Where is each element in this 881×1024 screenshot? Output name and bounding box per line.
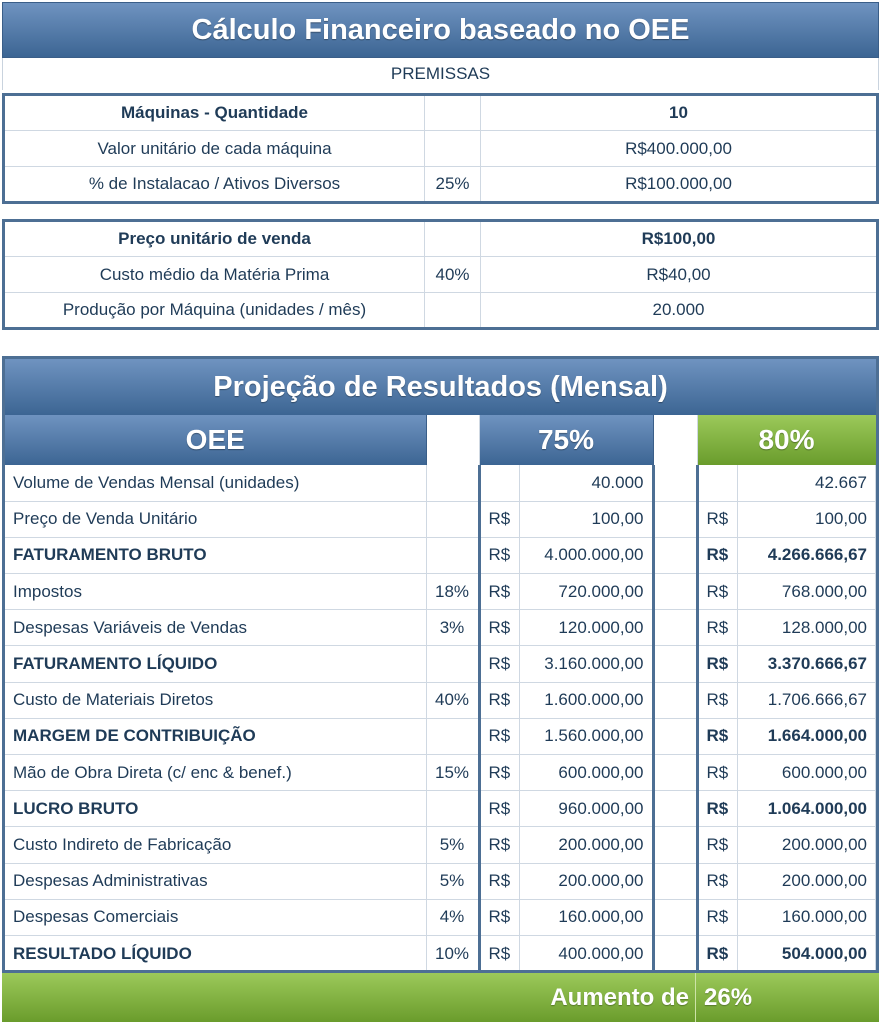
gap-cell bbox=[653, 935, 697, 971]
row-label: Custo de Materiais Diretos bbox=[5, 682, 426, 718]
projection-row bbox=[5, 537, 876, 573]
gap-cell bbox=[653, 863, 697, 899]
row-percent bbox=[426, 537, 479, 573]
gap-cell bbox=[653, 755, 697, 791]
value-75: 960.000,00 bbox=[519, 791, 653, 827]
row-label: LUCRO BRUTO bbox=[5, 791, 426, 827]
gap-cell bbox=[653, 791, 697, 827]
currency-75: R$ bbox=[479, 718, 519, 754]
row-label: Volume de Vendas Mensal (unidades) bbox=[5, 465, 426, 501]
value-75: 720.000,00 bbox=[519, 574, 653, 610]
premissa-value: R$100.000,00 bbox=[481, 167, 878, 203]
projection-section bbox=[2, 356, 879, 1022]
gap-header-blank bbox=[653, 415, 697, 465]
premissa-pct bbox=[425, 95, 481, 131]
page-title: Cálculo Financeiro baseado no OEE bbox=[2, 2, 879, 58]
premissa-label: Custo médio da Matéria Prima bbox=[4, 257, 425, 293]
premissa-value: 10 bbox=[481, 95, 878, 131]
premissa-row bbox=[4, 131, 878, 167]
premissas-table-machines bbox=[2, 93, 879, 204]
row-percent: 40% bbox=[426, 682, 479, 718]
currency-75: R$ bbox=[479, 574, 519, 610]
row-label: Custo Indireto de Fabricação bbox=[5, 827, 426, 863]
row-percent: 10% bbox=[426, 935, 479, 971]
row-percent bbox=[426, 718, 479, 754]
currency-75: R$ bbox=[479, 501, 519, 537]
premissa-label: Máquinas - Quantidade bbox=[4, 95, 425, 131]
projection-row bbox=[5, 899, 876, 935]
row-label: Despesas Variáveis de Vendas bbox=[5, 610, 426, 646]
premissa-pct bbox=[425, 221, 481, 257]
row-label: Impostos bbox=[5, 574, 426, 610]
gap-cell bbox=[653, 682, 697, 718]
currency-75: R$ bbox=[479, 935, 519, 971]
value-80: 3.370.666,67 bbox=[737, 646, 875, 682]
row-percent: 15% bbox=[426, 755, 479, 791]
currency-80: R$ bbox=[697, 537, 737, 573]
pct-header-blank bbox=[426, 415, 479, 465]
premissa-value: 20.000 bbox=[481, 293, 878, 329]
premissas-table-pricing bbox=[2, 219, 879, 330]
premissa-row bbox=[4, 167, 878, 203]
premissa-row bbox=[4, 95, 878, 131]
value-75: 200.000,00 bbox=[519, 863, 653, 899]
currency-80: R$ bbox=[697, 646, 737, 682]
row-percent: 18% bbox=[426, 574, 479, 610]
premissa-row bbox=[4, 257, 878, 293]
row-percent: 4% bbox=[426, 899, 479, 935]
value-80: 100,00 bbox=[737, 501, 875, 537]
currency-80: R$ bbox=[697, 501, 737, 537]
oee-header: OEE bbox=[5, 415, 426, 465]
increase-value: 26% bbox=[704, 984, 753, 1011]
gap-cell bbox=[653, 610, 697, 646]
currency-75: R$ bbox=[479, 755, 519, 791]
gap-cell bbox=[653, 574, 697, 610]
value-80: 1.706.666,67 bbox=[737, 682, 875, 718]
currency-75: R$ bbox=[479, 899, 519, 935]
premissa-pct: 25% bbox=[425, 167, 481, 203]
value-75: 100,00 bbox=[519, 501, 653, 537]
gap-cell bbox=[653, 501, 697, 537]
oee-75-header: 75% bbox=[479, 415, 653, 465]
row-label: Despesas Administrativas bbox=[5, 863, 426, 899]
currency-80: R$ bbox=[697, 682, 737, 718]
currency-80: R$ bbox=[697, 574, 737, 610]
row-percent: 5% bbox=[426, 827, 479, 863]
currency-80: R$ bbox=[697, 863, 737, 899]
currency-80 bbox=[697, 465, 737, 501]
currency-75: R$ bbox=[479, 863, 519, 899]
projection-table bbox=[5, 415, 876, 972]
increase-label: Aumento de bbox=[550, 984, 689, 1011]
projection-row bbox=[5, 935, 876, 971]
premissa-value: R$100,00 bbox=[481, 221, 878, 257]
premissa-pct: 40% bbox=[425, 257, 481, 293]
value-80: 4.266.666,67 bbox=[737, 537, 875, 573]
currency-80: R$ bbox=[697, 935, 737, 971]
projection-row bbox=[5, 574, 876, 610]
premissa-row bbox=[4, 221, 878, 257]
row-percent: 3% bbox=[426, 610, 479, 646]
row-percent bbox=[426, 791, 479, 827]
projection-row bbox=[5, 465, 876, 501]
value-75: 1.560.000,00 bbox=[519, 718, 653, 754]
currency-75: R$ bbox=[479, 682, 519, 718]
projection-row bbox=[5, 827, 876, 863]
row-label: RESULTADO LÍQUIDO bbox=[5, 935, 426, 971]
currency-75 bbox=[479, 465, 519, 501]
row-label: FATURAMENTO BRUTO bbox=[5, 537, 426, 573]
row-label: MARGEM DE CONTRIBUIÇÃO bbox=[5, 718, 426, 754]
premissa-value: R$40,00 bbox=[481, 257, 878, 293]
row-percent bbox=[426, 501, 479, 537]
currency-80: R$ bbox=[697, 610, 737, 646]
premissa-row bbox=[4, 293, 878, 329]
currency-80: R$ bbox=[697, 755, 737, 791]
projection-row bbox=[5, 718, 876, 754]
gap-cell bbox=[653, 718, 697, 754]
oee-80-header: 80% bbox=[697, 415, 875, 465]
value-75: 3.160.000,00 bbox=[519, 646, 653, 682]
premissa-label: % de Instalacao / Ativos Diversos bbox=[4, 167, 425, 203]
currency-75: R$ bbox=[479, 791, 519, 827]
row-percent bbox=[426, 646, 479, 682]
currency-80: R$ bbox=[697, 899, 737, 935]
row-percent bbox=[426, 465, 479, 501]
gap-cell bbox=[653, 646, 697, 682]
premissa-label: Produção por Máquina (unidades / mês) bbox=[4, 293, 425, 329]
value-80: 128.000,00 bbox=[737, 610, 875, 646]
row-label: FATURAMENTO LÍQUIDO bbox=[5, 646, 426, 682]
premissas-label: PREMISSAS bbox=[2, 58, 879, 90]
value-75: 160.000,00 bbox=[519, 899, 653, 935]
value-80: 1.064.000,00 bbox=[737, 791, 875, 827]
currency-80: R$ bbox=[697, 827, 737, 863]
projection-row bbox=[5, 863, 876, 899]
value-75: 200.000,00 bbox=[519, 827, 653, 863]
value-75: 40.000 bbox=[519, 465, 653, 501]
row-label: Mão de Obra Direta (c/ enc & benef.) bbox=[5, 755, 426, 791]
projection-title: Projeção de Resultados (Mensal) bbox=[5, 359, 876, 415]
projection-row bbox=[5, 610, 876, 646]
value-80: 42.667 bbox=[737, 465, 875, 501]
gap-cell bbox=[653, 827, 697, 863]
projection-row bbox=[5, 755, 876, 791]
gap-cell bbox=[653, 465, 697, 501]
premissa-pct bbox=[425, 293, 481, 329]
premissa-label: Preço unitário de venda bbox=[4, 221, 425, 257]
gap-cell bbox=[653, 899, 697, 935]
value-80: 600.000,00 bbox=[737, 755, 875, 791]
projection-row bbox=[5, 682, 876, 718]
value-75: 4.000.000,00 bbox=[519, 537, 653, 573]
premissa-label: Valor unitário de cada máquina bbox=[4, 131, 425, 167]
value-75: 120.000,00 bbox=[519, 610, 653, 646]
value-75: 1.600.000,00 bbox=[519, 682, 653, 718]
footer-divider bbox=[695, 973, 696, 1022]
value-80: 1.664.000,00 bbox=[737, 718, 875, 754]
currency-80: R$ bbox=[697, 718, 737, 754]
currency-75: R$ bbox=[479, 646, 519, 682]
value-80: 160.000,00 bbox=[737, 899, 875, 935]
row-label: Despesas Comerciais bbox=[5, 899, 426, 935]
projection-row bbox=[5, 791, 876, 827]
value-75: 400.000,00 bbox=[519, 935, 653, 971]
value-80: 504.000,00 bbox=[737, 935, 875, 971]
gap-cell bbox=[653, 537, 697, 573]
row-percent: 5% bbox=[426, 863, 479, 899]
currency-75: R$ bbox=[479, 537, 519, 573]
currency-75: R$ bbox=[479, 827, 519, 863]
increase-footer bbox=[2, 970, 879, 1022]
row-label: Preço de Venda Unitário bbox=[5, 501, 426, 537]
currency-75: R$ bbox=[479, 610, 519, 646]
premissa-pct bbox=[425, 131, 481, 167]
value-80: 200.000,00 bbox=[737, 827, 875, 863]
value-75: 600.000,00 bbox=[519, 755, 653, 791]
premissa-value: R$400.000,00 bbox=[481, 131, 878, 167]
currency-80: R$ bbox=[697, 791, 737, 827]
projection-row bbox=[5, 646, 876, 682]
value-80: 200.000,00 bbox=[737, 863, 875, 899]
projection-row bbox=[5, 501, 876, 537]
value-80: 768.000,00 bbox=[737, 574, 875, 610]
